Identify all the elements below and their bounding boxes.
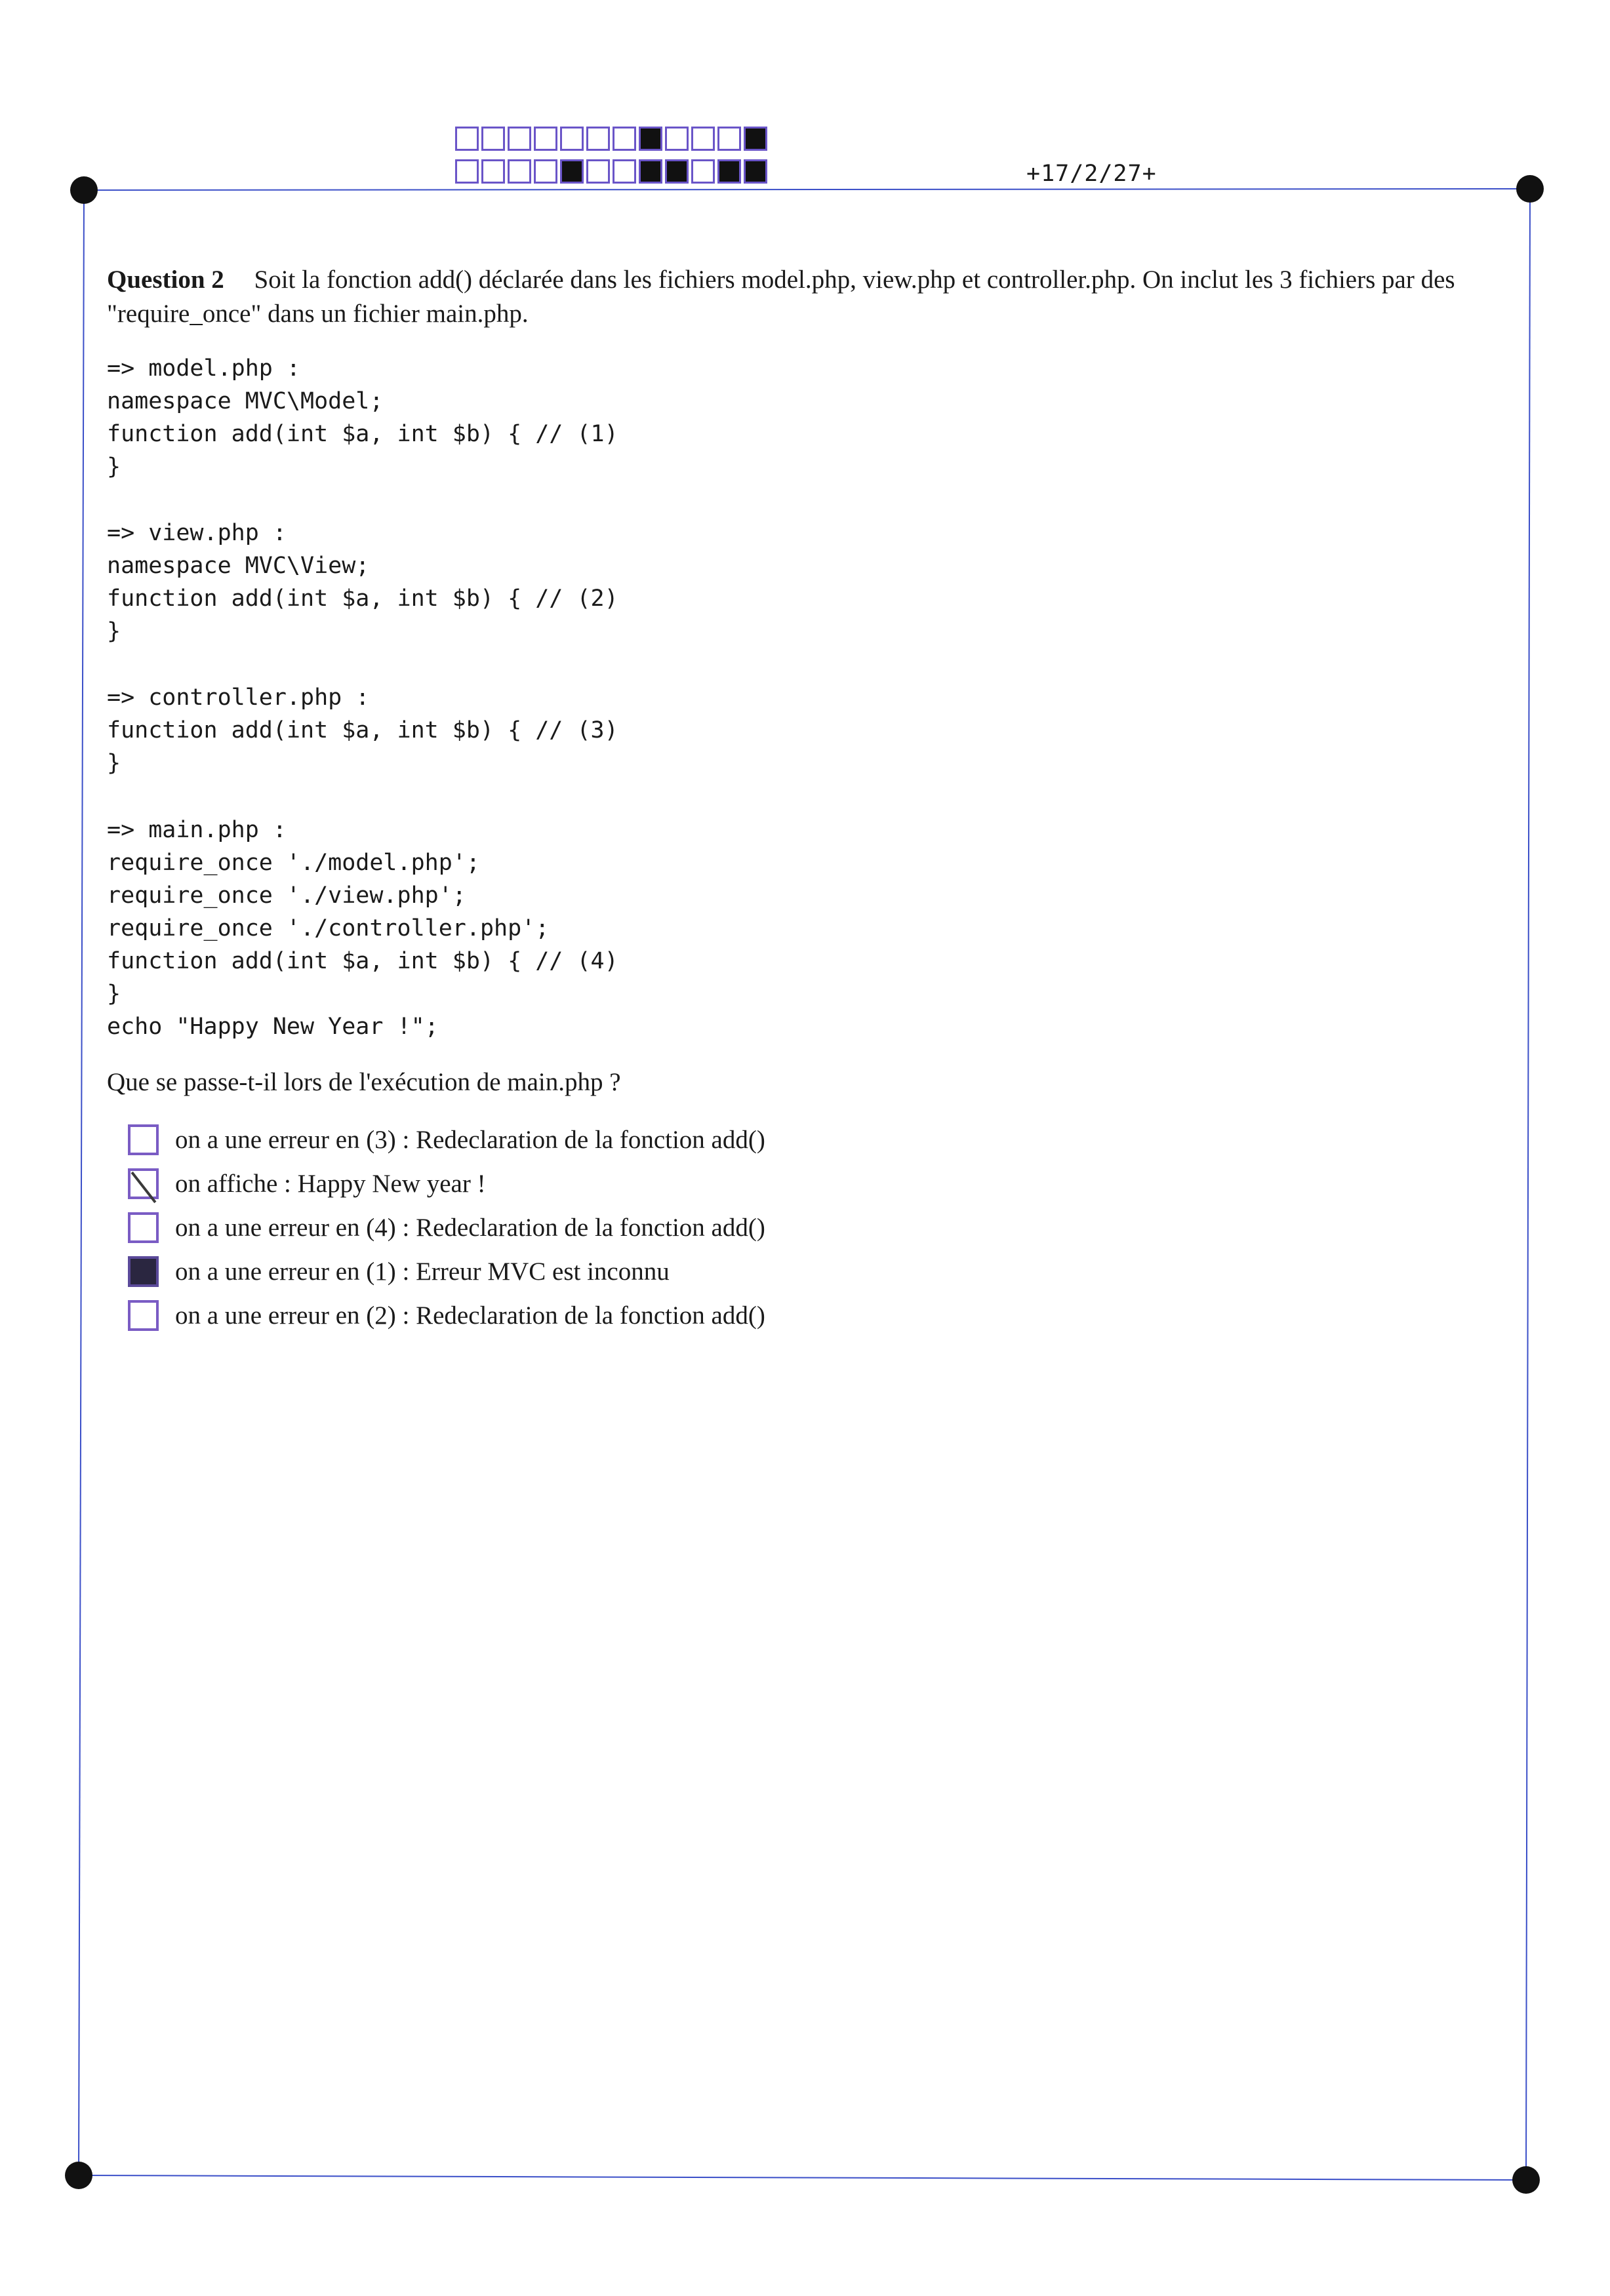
barcode-row-bottom xyxy=(455,159,770,184)
barcode-cell xyxy=(639,127,662,151)
code-view-php: => view.php : namespace MVC\View; function add(int $a, int $b) { // (2) } xyxy=(107,520,618,644)
answer-option-2[interactable] xyxy=(128,1162,765,1206)
corner-mark-bottom-left xyxy=(65,2162,92,2189)
code-model-php: => model.php : namespace MVC\Model; function add(int $a, int $b) { // (1) } xyxy=(107,355,618,480)
answer-option-5[interactable] xyxy=(128,1294,765,1337)
barcode-cell xyxy=(665,159,689,184)
barcode-cell xyxy=(560,159,584,184)
corner-mark-bottom-right xyxy=(1512,2166,1540,2194)
answer-text-2: on affiche : Happy New year ! xyxy=(175,1169,486,1198)
code-controller-php: => controller.php : function add(int $a, int $b) { // (3) } xyxy=(107,684,618,776)
barcode-cell xyxy=(508,127,531,151)
answer-checkbox-3[interactable] xyxy=(128,1212,159,1243)
question-label: Question 2 xyxy=(107,266,224,294)
barcode-cell xyxy=(691,127,715,151)
barcode-cell xyxy=(639,159,662,184)
code-main-php: => main.php : require_once './model.php'; require_once './view.php'; require_once './controller.php'; function add(int $a, int $b) { // (4) } echo "Happy New Year !"; xyxy=(107,817,618,1040)
barcode-cell xyxy=(586,127,610,151)
barcode-cell xyxy=(744,127,767,151)
answer-checkbox-5[interactable] xyxy=(128,1300,159,1331)
barcode-cell xyxy=(481,159,505,184)
corner-mark-top-right xyxy=(1516,175,1544,203)
answer-checkbox-1[interactable] xyxy=(128,1124,159,1155)
barcode-cell xyxy=(613,127,636,151)
barcode-cell xyxy=(481,127,505,151)
answer-option-1[interactable] xyxy=(128,1118,765,1162)
barcode-cell xyxy=(586,159,610,184)
answer-list xyxy=(128,1118,765,1337)
barcode-cell xyxy=(455,159,479,184)
barcode-cell xyxy=(508,159,531,184)
page-identifier: +17/2/27+ xyxy=(1026,161,1157,187)
answer-text-4: on a une erreur en (1) : Erreur MVC est inconnu xyxy=(175,1257,670,1286)
barcode-cell xyxy=(717,159,741,184)
barcode-cell xyxy=(691,159,715,184)
answer-text-5: on a une erreur en (2) : Redeclaration de la fonction add() xyxy=(175,1301,765,1330)
barcode-cell xyxy=(613,159,636,184)
question-prompt: Que se passe-t-il lors de l'exécution de main.php ? xyxy=(107,1068,621,1096)
question-statement xyxy=(107,263,1510,331)
answer-checkbox-2[interactable] xyxy=(128,1168,159,1199)
barcode-cell xyxy=(534,159,557,184)
barcode-row-top xyxy=(455,127,770,151)
answer-text-3: on a une erreur en (4) : Redeclaration de la fonction add() xyxy=(175,1213,765,1242)
barcode-cell xyxy=(665,127,689,151)
barcode-cell xyxy=(534,127,557,151)
barcode-cell xyxy=(455,127,479,151)
question-text: Soit la fonction add() déclarée dans les fichiers model.php, view.php et controller.php. On inclut les 3 fichiers par des "require_once" dans un fichier main.php. xyxy=(107,266,1455,328)
answer-checkbox-4[interactable] xyxy=(128,1256,159,1287)
answer-option-3[interactable] xyxy=(128,1206,765,1250)
barcode-cell xyxy=(717,127,741,151)
barcode-cell xyxy=(560,127,584,151)
answer-text-1: on a une erreur en (3) : Redeclaration de la fonction add() xyxy=(175,1125,765,1154)
barcode-cell xyxy=(744,159,767,184)
corner-mark-top-left xyxy=(70,176,98,204)
answer-option-4[interactable] xyxy=(128,1250,765,1294)
